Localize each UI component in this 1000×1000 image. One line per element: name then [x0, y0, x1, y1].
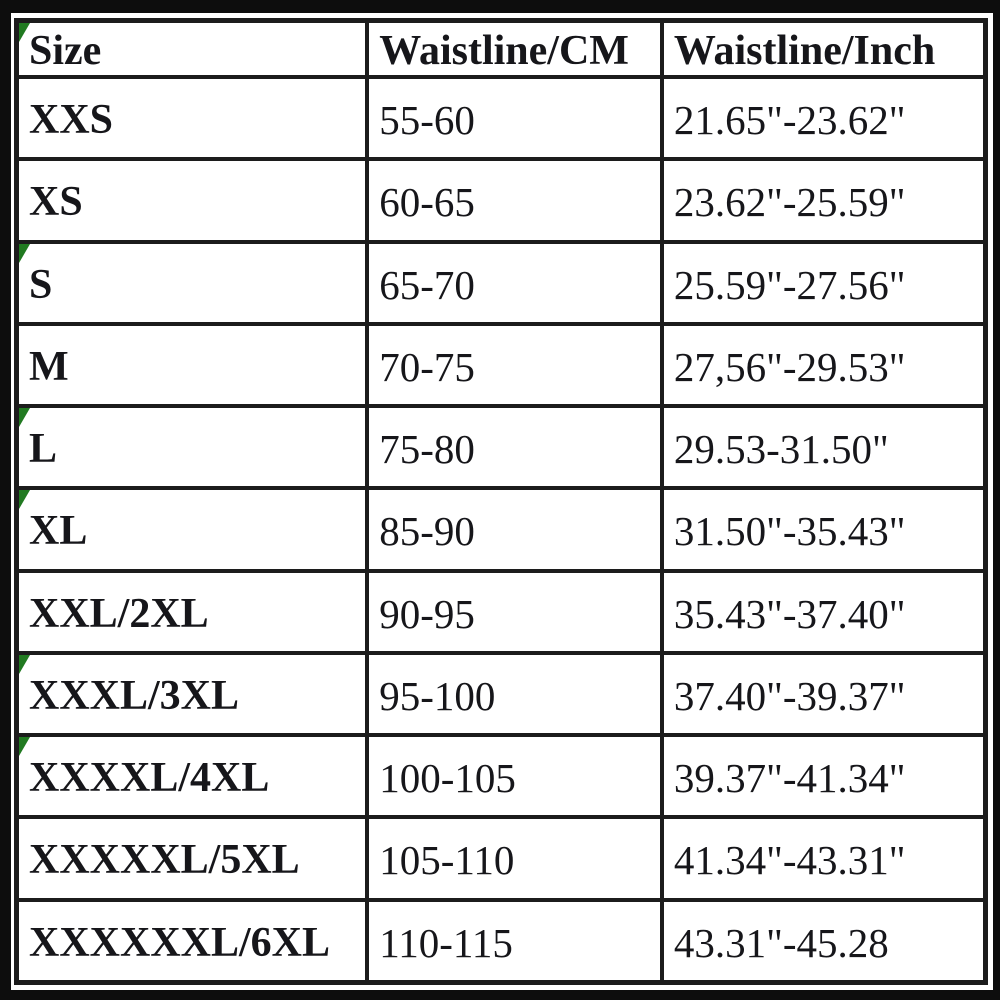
table-row [17, 159, 986, 241]
waistline-cm-cell: 65-70 [367, 242, 662, 324]
waistline-inch-cell: 35.43"-37.40" [662, 571, 986, 653]
table-row [17, 324, 986, 406]
size-cell: L [17, 406, 368, 488]
waistline-inch-cell: 23.62"-25.59" [662, 159, 986, 241]
table-row [17, 653, 986, 735]
size-cell: XL [17, 488, 368, 570]
waistline-cm-cell: 95-100 [367, 653, 662, 735]
header-waistline-cm: Waistline/CM [367, 21, 662, 78]
waistline-cm-cell: 55-60 [367, 77, 662, 159]
waistline-inch-cell: 43.31"-45.28 [662, 900, 986, 983]
header-row [17, 21, 986, 78]
header-waistline-inch: Waistline/Inch [662, 21, 986, 78]
size-chart-table [14, 18, 988, 985]
waistline-cm-cell: 60-65 [367, 159, 662, 241]
table-row [17, 900, 986, 983]
waistline-cm-cell: 110-115 [367, 900, 662, 983]
waistline-cm-cell: 75-80 [367, 406, 662, 488]
waistline-inch-cell: 27,56"-29.53" [662, 324, 986, 406]
waistline-inch-cell: 25.59"-27.56" [662, 242, 986, 324]
table-row [17, 488, 986, 570]
table-row [17, 817, 986, 899]
table-row [17, 571, 986, 653]
table-row [17, 242, 986, 324]
size-cell: XS [17, 159, 368, 241]
size-cell: XXS [17, 77, 368, 159]
waistline-cm-cell: 85-90 [367, 488, 662, 570]
table-body [17, 77, 986, 983]
size-cell: S [17, 242, 368, 324]
waistline-cm-cell: 100-105 [367, 735, 662, 817]
waistline-inch-cell: 37.40"-39.37" [662, 653, 986, 735]
waistline-cm-cell: 90-95 [367, 571, 662, 653]
waistline-inch-cell: 39.37"-41.34" [662, 735, 986, 817]
size-cell: XXXXXXL/6XL [17, 900, 368, 983]
size-cell: XXXXXL/5XL [17, 817, 368, 899]
header-size: Size [17, 21, 368, 78]
waistline-cm-cell: 105-110 [367, 817, 662, 899]
size-chart-sheet [11, 13, 993, 990]
waistline-inch-cell: 21.65"-23.62" [662, 77, 986, 159]
size-cell: XXXXL/4XL [17, 735, 368, 817]
table-row [17, 406, 986, 488]
size-cell: M [17, 324, 368, 406]
waistline-cm-cell: 70-75 [367, 324, 662, 406]
size-cell: XXL/2XL [17, 571, 368, 653]
waistline-inch-cell: 41.34"-43.31" [662, 817, 986, 899]
size-cell: XXXL/3XL [17, 653, 368, 735]
waistline-inch-cell: 31.50"-35.43" [662, 488, 986, 570]
table-row [17, 735, 986, 817]
table-row [17, 77, 986, 159]
waistline-inch-cell: 29.53-31.50" [662, 406, 986, 488]
